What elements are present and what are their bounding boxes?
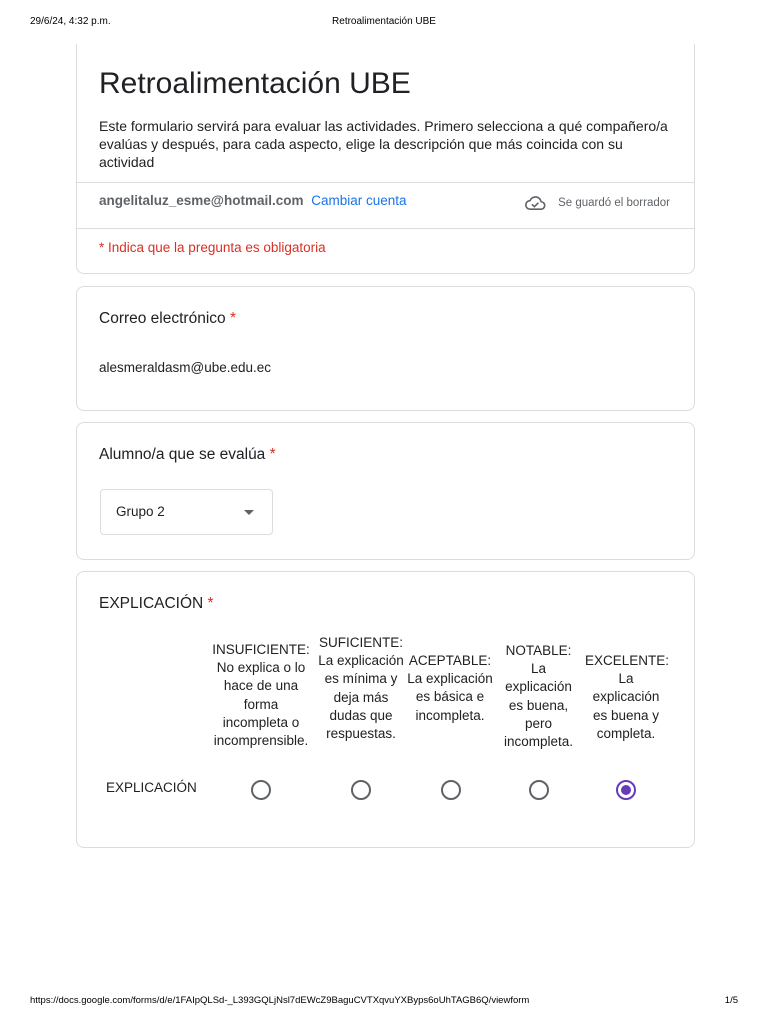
- radio-selected-dot: [621, 785, 631, 795]
- radio-insuficiente[interactable]: [251, 780, 271, 800]
- grid-column-header-suficiente: SUFICIENTE: La explicación es mínima y deja más dudas que respuestas.: [318, 635, 404, 742]
- required-note: * Indica que la pregunta es obligatoria: [99, 240, 326, 255]
- student-select-value: Grupo 2: [116, 504, 165, 519]
- dropdown-arrow-icon: [244, 510, 254, 515]
- print-footer: [30, 995, 738, 1007]
- question-student-card: [76, 422, 695, 560]
- draft-status: [524, 195, 670, 211]
- question-title: [99, 446, 276, 464]
- required-asterisk: *: [229, 310, 237, 327]
- print-url: https://docs.google.com/forms/d/e/1FAIpQLSd-_L393GQLjNsl7dEWcZ9BaguCVTXqvuYXByps6oUhTAGB6Q/viewform: [30, 995, 530, 1006]
- question-title: [99, 595, 214, 613]
- question-title-text: EXPLICACIÓN: [99, 595, 204, 612]
- account-row: [99, 193, 407, 208]
- print-datetime: 29/6/24, 4:32 p.m.: [30, 16, 111, 27]
- cloud-check-icon: [524, 195, 546, 211]
- print-header: [30, 16, 738, 30]
- question-title-text: Correo electrónico: [99, 310, 226, 327]
- form-description: Este formulario servirá para evaluar las actividades. Primero selecciona a qué compañero/a evalúas y después, para cada aspecto, elige la descripción que más coincida con su actividad: [99, 118, 668, 170]
- email-value: alesmeraldasm@ube.edu.ec: [99, 360, 272, 375]
- radio-excelente[interactable]: [616, 780, 636, 800]
- radio-notable[interactable]: [529, 780, 549, 800]
- divider: [77, 182, 694, 183]
- draft-status-text: Se guardó el borrador: [558, 197, 670, 209]
- required-asterisk: *: [207, 595, 214, 612]
- change-account-link[interactable]: Cambiar cuenta: [311, 193, 407, 208]
- form-title: Retroalimentación UBE: [99, 67, 411, 100]
- grid-column-header-aceptable: ACEPTABLE: La explicación es básica e incompleta.: [407, 653, 493, 723]
- form-header-card: [76, 44, 695, 274]
- print-page-title: Retroalimentación UBE: [332, 16, 436, 27]
- grid-column-header-excelente: EXCELENTE: La explicación es buena y completa.: [585, 653, 670, 741]
- radio-suficiente[interactable]: [351, 780, 371, 800]
- divider: [77, 228, 694, 229]
- required-asterisk: *: [269, 446, 276, 463]
- account-email: angelitaluz_esme@hotmail.com: [99, 193, 304, 208]
- student-select[interactable]: [100, 489, 273, 535]
- question-title-text: Alumno/a que se evalúa: [99, 446, 266, 463]
- radio-aceptable[interactable]: [441, 780, 461, 800]
- question-email-card: [76, 286, 695, 411]
- question-explicacion-card: [76, 571, 695, 848]
- print-page-number: 1/5: [724, 995, 738, 1006]
- question-title: [99, 310, 236, 328]
- grid-row-label: EXPLICACIÓN: [106, 780, 197, 795]
- grid-column-header-notable: NOTABLE: La explicación es buena, pero incompleta.: [503, 643, 574, 750]
- grid-column-header-insuficiente: INSUFICIENTE: No explica o lo hace de una forma incompleta o incomprensible.: [212, 642, 310, 749]
